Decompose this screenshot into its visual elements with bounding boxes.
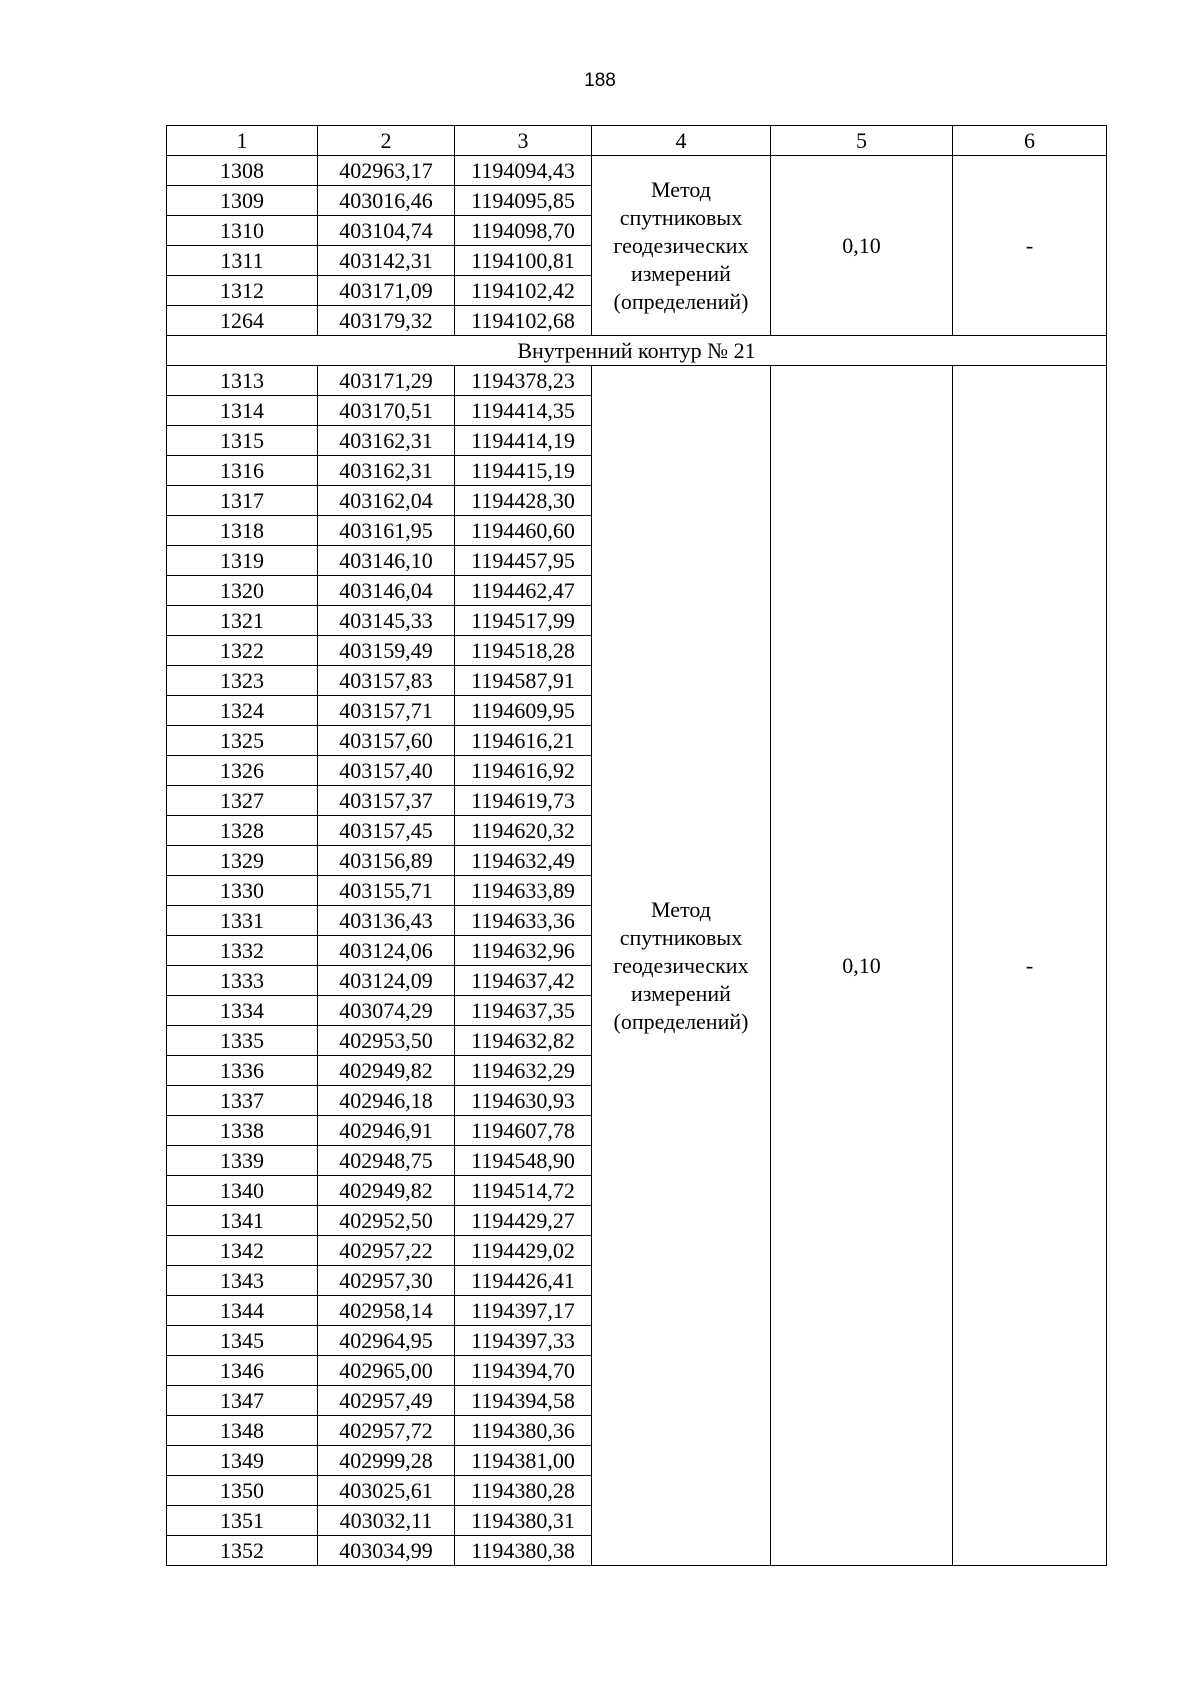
y-coordinate-cell: 1194619,73 [455,786,592,816]
point-number-cell: 1333 [167,966,318,996]
x-coordinate-cell: 402957,30 [318,1266,455,1296]
point-number-cell: 1340 [167,1176,318,1206]
y-coordinate-cell: 1194517,99 [455,606,592,636]
x-coordinate-cell: 403170,51 [318,396,455,426]
point-number-cell: 1329 [167,846,318,876]
point-number-cell: 1322 [167,636,318,666]
x-coordinate-cell: 403034,99 [318,1536,455,1566]
y-coordinate-cell: 1194100,81 [455,246,592,276]
y-coordinate-cell: 1194518,28 [455,636,592,666]
x-coordinate-cell: 403179,32 [318,306,455,336]
header-cell: 2 [318,126,455,156]
point-number-cell: 1341 [167,1206,318,1236]
y-coordinate-cell: 1194637,42 [455,966,592,996]
x-coordinate-cell: 403159,49 [318,636,455,666]
point-number-cell: 1327 [167,786,318,816]
point-number-cell: 1334 [167,996,318,1026]
y-coordinate-cell: 1194632,96 [455,936,592,966]
x-coordinate-cell: 402963,17 [318,156,455,186]
point-number-cell: 1335 [167,1026,318,1056]
x-coordinate-cell: 402965,00 [318,1356,455,1386]
point-number-cell: 1331 [167,906,318,936]
x-coordinate-cell: 403124,06 [318,936,455,966]
y-coordinate-cell: 1194381,00 [455,1446,592,1476]
y-coordinate-cell: 1194548,90 [455,1146,592,1176]
point-number-cell: 1332 [167,936,318,966]
x-coordinate-cell: 402949,82 [318,1176,455,1206]
x-coordinate-cell: 402949,82 [318,1056,455,1086]
y-coordinate-cell: 1194514,72 [455,1176,592,1206]
y-coordinate-cell: 1194630,93 [455,1086,592,1116]
x-coordinate-cell: 403171,29 [318,366,455,396]
y-coordinate-cell: 1194633,89 [455,876,592,906]
page-number: 188 [584,70,616,91]
x-coordinate-cell: 403136,43 [318,906,455,936]
point-number-cell: 1313 [167,366,318,396]
coordinates-table-body [167,126,1107,1566]
point-number-cell: 1330 [167,876,318,906]
point-number-cell: 1352 [167,1536,318,1566]
x-coordinate-cell: 403074,29 [318,996,455,1026]
point-number-cell: 1315 [167,426,318,456]
x-coordinate-cell: 403104,74 [318,216,455,246]
y-coordinate-cell: 1194616,21 [455,726,592,756]
y-coordinate-cell: 1194460,60 [455,516,592,546]
point-number-cell: 1344 [167,1296,318,1326]
x-coordinate-cell: 403157,45 [318,816,455,846]
x-coordinate-cell: 403162,04 [318,486,455,516]
table-row [167,366,1107,396]
x-coordinate-cell: 402957,72 [318,1416,455,1446]
y-coordinate-cell: 1194632,49 [455,846,592,876]
y-coordinate-cell: 1194607,78 [455,1116,592,1146]
point-number-cell: 1320 [167,576,318,606]
point-number-cell: 1350 [167,1476,318,1506]
y-coordinate-cell: 1194616,92 [455,756,592,786]
point-number-cell: 1319 [167,546,318,576]
accuracy-cell: 0,10 [771,366,953,1566]
point-number-cell: 1314 [167,396,318,426]
y-coordinate-cell: 1194462,47 [455,576,592,606]
point-number-cell: 1339 [167,1146,318,1176]
y-coordinate-cell: 1194397,17 [455,1296,592,1326]
point-number-cell: 1337 [167,1086,318,1116]
point-number-cell: 1347 [167,1386,318,1416]
point-number-cell: 1345 [167,1326,318,1356]
point-number-cell: 1264 [167,306,318,336]
point-number-cell: 1326 [167,756,318,786]
x-coordinate-cell: 403156,89 [318,846,455,876]
section-title: Внутренний контур № 21 [167,336,1107,366]
x-coordinate-cell: 403161,95 [318,516,455,546]
point-number-cell: 1311 [167,246,318,276]
x-coordinate-cell: 403162,31 [318,426,455,456]
y-coordinate-cell: 1194397,33 [455,1326,592,1356]
x-coordinate-cell: 402946,91 [318,1116,455,1146]
x-coordinate-cell: 403157,60 [318,726,455,756]
header-cell: 5 [771,126,953,156]
point-number-cell: 1349 [167,1446,318,1476]
point-number-cell: 1328 [167,816,318,846]
y-coordinate-cell: 1194457,95 [455,546,592,576]
y-coordinate-cell: 1194426,41 [455,1266,592,1296]
y-coordinate-cell: 1194428,30 [455,486,592,516]
method-cell: Метод спутниковых геодезических измерений (определений) [592,366,771,1566]
point-number-cell: 1336 [167,1056,318,1086]
x-coordinate-cell: 402953,50 [318,1026,455,1056]
y-coordinate-cell: 1194637,35 [455,996,592,1026]
x-coordinate-cell: 402999,28 [318,1446,455,1476]
point-number-cell: 1324 [167,696,318,726]
x-coordinate-cell: 403142,31 [318,246,455,276]
point-number-cell: 1309 [167,186,318,216]
x-coordinate-cell: 403016,46 [318,186,455,216]
column-6-cell: - [953,156,1107,336]
y-coordinate-cell: 1194415,19 [455,456,592,486]
x-coordinate-cell: 403162,31 [318,456,455,486]
y-coordinate-cell: 1194380,36 [455,1416,592,1446]
y-coordinate-cell: 1194102,68 [455,306,592,336]
x-coordinate-cell: 403146,10 [318,546,455,576]
x-coordinate-cell: 403146,04 [318,576,455,606]
x-coordinate-cell: 402946,18 [318,1086,455,1116]
y-coordinate-cell: 1194414,35 [455,396,592,426]
coordinates-table [166,125,1107,1566]
x-coordinate-cell: 403032,11 [318,1506,455,1536]
header-row [167,126,1107,156]
x-coordinate-cell: 403155,71 [318,876,455,906]
x-coordinate-cell: 403145,33 [318,606,455,636]
point-number-cell: 1316 [167,456,318,486]
y-coordinate-cell: 1194429,02 [455,1236,592,1266]
point-number-cell: 1346 [167,1356,318,1386]
y-coordinate-cell: 1194632,29 [455,1056,592,1086]
x-coordinate-cell: 403157,40 [318,756,455,786]
point-number-cell: 1312 [167,276,318,306]
table-row [167,156,1107,186]
y-coordinate-cell: 1194620,32 [455,816,592,846]
x-coordinate-cell: 403157,83 [318,666,455,696]
y-coordinate-cell: 1194102,42 [455,276,592,306]
x-coordinate-cell: 402948,75 [318,1146,455,1176]
point-number-cell: 1323 [167,666,318,696]
column-6-cell: - [953,366,1107,1566]
point-number-cell: 1310 [167,216,318,246]
y-coordinate-cell: 1194632,82 [455,1026,592,1056]
point-number-cell: 1338 [167,1116,318,1146]
y-coordinate-cell: 1194380,31 [455,1506,592,1536]
y-coordinate-cell: 1194378,23 [455,366,592,396]
point-number-cell: 1317 [167,486,318,516]
x-coordinate-cell: 402958,14 [318,1296,455,1326]
point-number-cell: 1325 [167,726,318,756]
y-coordinate-cell: 1194587,91 [455,666,592,696]
y-coordinate-cell: 1194095,85 [455,186,592,216]
header-cell: 6 [953,126,1107,156]
y-coordinate-cell: 1194414,19 [455,426,592,456]
point-number-cell: 1321 [167,606,318,636]
header-cell: 4 [592,126,771,156]
y-coordinate-cell: 1194609,95 [455,696,592,726]
accuracy-cell: 0,10 [771,156,953,336]
method-cell: Метод спутниковых геодезических измерений (определений) [592,156,771,336]
x-coordinate-cell: 403157,37 [318,786,455,816]
x-coordinate-cell: 403171,09 [318,276,455,306]
point-number-cell: 1342 [167,1236,318,1266]
y-coordinate-cell: 1194394,58 [455,1386,592,1416]
x-coordinate-cell: 402957,22 [318,1236,455,1266]
y-coordinate-cell: 1194429,27 [455,1206,592,1236]
x-coordinate-cell: 402957,49 [318,1386,455,1416]
y-coordinate-cell: 1194094,43 [455,156,592,186]
x-coordinate-cell: 402964,95 [318,1326,455,1356]
header-cell: 3 [455,126,592,156]
point-number-cell: 1348 [167,1416,318,1446]
x-coordinate-cell: 403124,09 [318,966,455,996]
y-coordinate-cell: 1194098,70 [455,216,592,246]
point-number-cell: 1343 [167,1266,318,1296]
y-coordinate-cell: 1194633,36 [455,906,592,936]
point-number-cell: 1351 [167,1506,318,1536]
x-coordinate-cell: 403025,61 [318,1476,455,1506]
y-coordinate-cell: 1194394,70 [455,1356,592,1386]
point-number-cell: 1308 [167,156,318,186]
x-coordinate-cell: 402952,50 [318,1206,455,1236]
header-cell: 1 [167,126,318,156]
x-coordinate-cell: 403157,71 [318,696,455,726]
section-row [167,336,1107,366]
y-coordinate-cell: 1194380,38 [455,1536,592,1566]
y-coordinate-cell: 1194380,28 [455,1476,592,1506]
point-number-cell: 1318 [167,516,318,546]
